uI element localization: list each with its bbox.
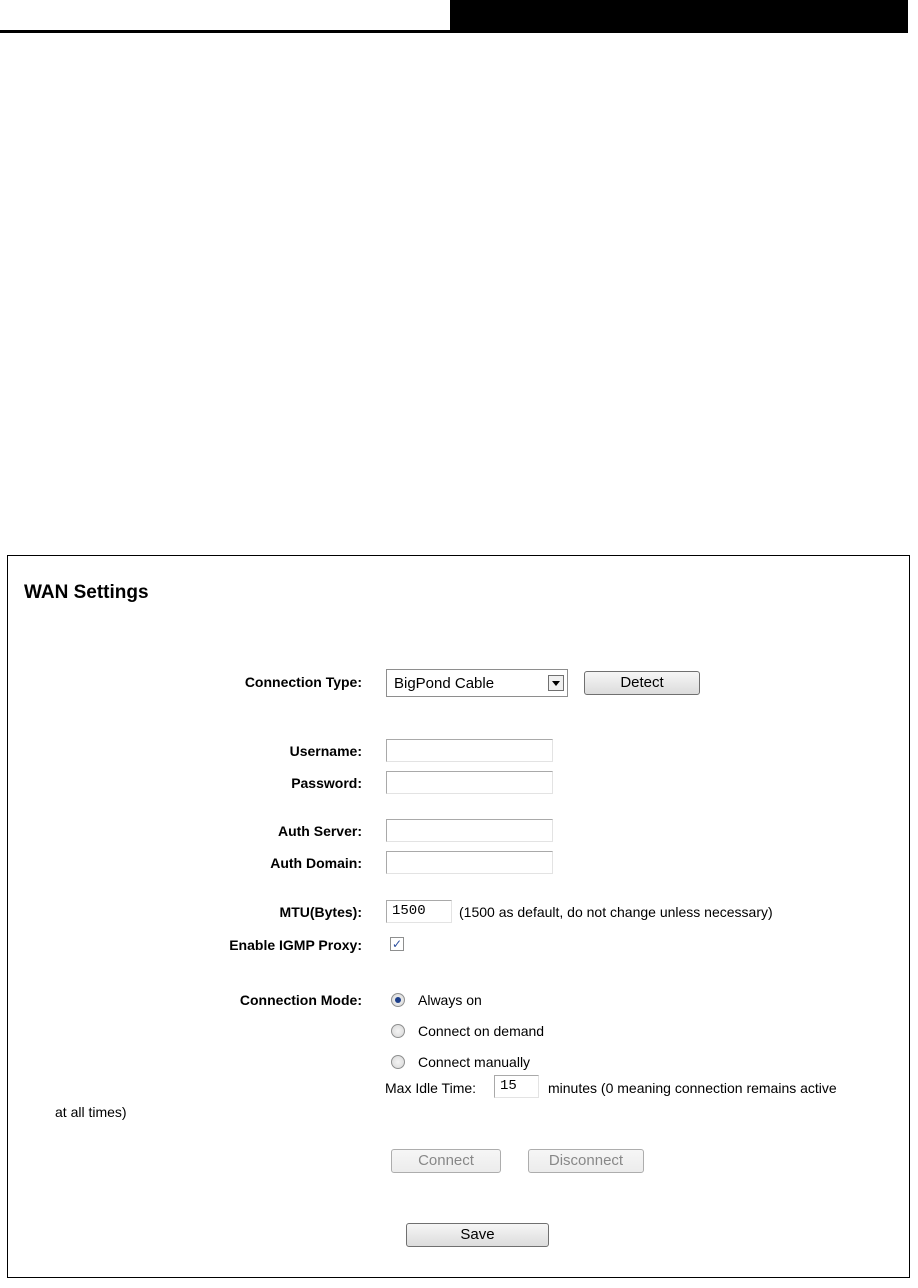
disconnect-button[interactable]: Disconnect — [528, 1149, 644, 1173]
radio-always-on[interactable] — [391, 993, 405, 1007]
wan-settings-panel — [7, 555, 910, 1278]
save-button[interactable]: Save — [406, 1223, 549, 1247]
password-label: Password: — [291, 775, 362, 791]
connection-type-value: BigPond Cable — [394, 675, 495, 692]
header-bar — [450, 0, 908, 30]
radio-always-on-label: Always on — [418, 992, 482, 1008]
connection-type-select[interactable] — [386, 669, 568, 697]
mtu-hint: (1500 as default, do not change unless necessary) — [459, 904, 773, 920]
max-idle-hint: minutes (0 meaning connection remains active — [548, 1080, 837, 1096]
username-input[interactable] — [386, 739, 553, 762]
connection-type-label: Connection Type: — [244, 674, 362, 690]
radio-connect-on-demand-label: Connect on demand — [418, 1023, 545, 1039]
mtu-input[interactable]: 1500 — [386, 900, 452, 923]
chevron-down-icon[interactable] — [548, 675, 564, 691]
header-rule — [0, 30, 908, 33]
mtu-label: MTU(Bytes): — [279, 904, 362, 920]
connection-mode-label: Connection Mode: — [239, 992, 362, 1008]
igmp-label: Enable IGMP Proxy: — [229, 937, 362, 953]
auth-server-input[interactable] — [386, 819, 553, 842]
auth-domain-input[interactable] — [386, 851, 553, 874]
radio-connect-manually[interactable] — [391, 1055, 405, 1069]
radio-connect-on-demand[interactable] — [391, 1024, 405, 1038]
radio-connect-manually-label: Connect manually — [418, 1054, 531, 1070]
auth-server-label: Auth Server: — [277, 823, 362, 839]
auth-domain-label: Auth Domain: — [270, 855, 362, 871]
max-idle-hint-continued: at all times) — [55, 1104, 127, 1120]
username-label: Username: — [289, 743, 362, 759]
igmp-checkbox[interactable]: ✓ — [391, 937, 403, 951]
max-idle-input[interactable]: 15 — [494, 1075, 539, 1098]
panel-title: WAN Settings — [24, 582, 149, 603]
password-input[interactable] — [386, 771, 553, 794]
connect-button[interactable]: Connect — [391, 1149, 501, 1173]
max-idle-label: Max Idle Time: — [385, 1080, 477, 1096]
detect-button[interactable]: Detect — [584, 671, 700, 695]
